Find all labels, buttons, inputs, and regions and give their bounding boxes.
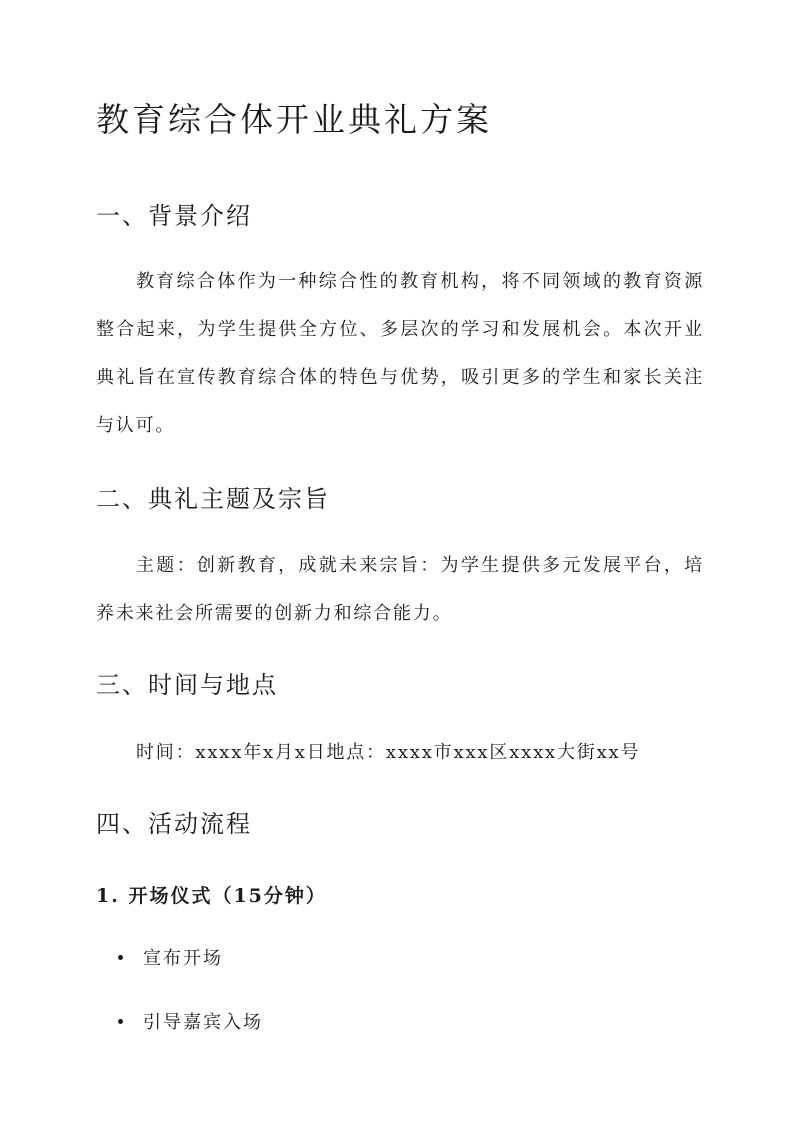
list-item-label: 引导嘉宾入场 — [143, 1012, 263, 1033]
time-place-paragraph: 时间：xxxx年x月x日地点：xxxx市xxx区xxxx大街xx号 — [136, 742, 641, 763]
page-title: 教育综合体开业典礼方案 — [96, 100, 492, 139]
section-heading-agenda: 四、活动流程 — [96, 810, 252, 838]
list-item-label: 宣布开场 — [143, 948, 223, 969]
bullet-dot-icon — [118, 1019, 123, 1024]
list-item — [118, 944, 223, 970]
bullet-dot-icon — [118, 955, 123, 960]
section-heading-time-place: 三、时间与地点 — [96, 671, 278, 699]
list-item — [118, 1008, 263, 1034]
background-paragraph: 教育综合体作为一种综合性的教育机构，将不同领域的教育资源整合起来，为学生提供全方位、多层次的学习和发展机会。本次开业典礼旨在宣传教育综合体的特色与优势，吸引更多的学生和家长关注与认可。 — [96, 271, 704, 436]
theme-paragraph: 主题：创新教育，成就未来宗旨：为学生提供多元发展平台，培养未来社会所需要的创新力和综合能力。 — [96, 555, 704, 624]
section-heading-theme: 二、典礼主题及宗旨 — [96, 485, 330, 513]
agenda-step-heading: 1. 开场仪式（15分钟） — [96, 885, 327, 907]
section-heading-background: 一、背景介绍 — [96, 202, 252, 230]
